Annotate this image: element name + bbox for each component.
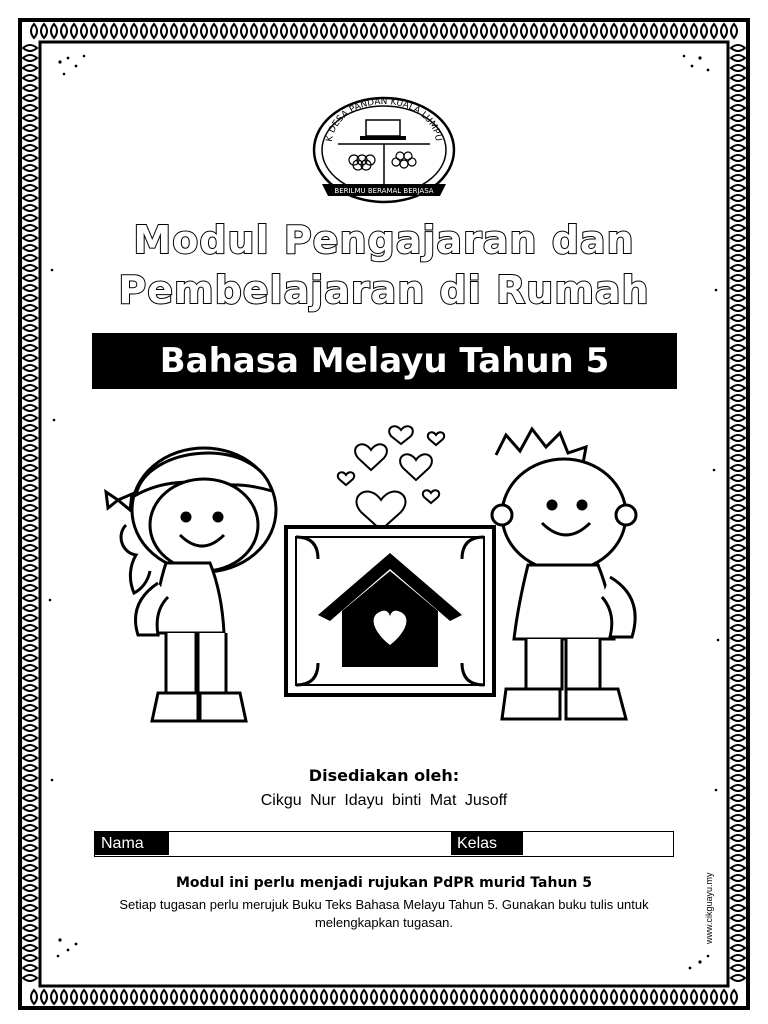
house-icon	[286, 527, 494, 695]
teacher-name: Cikgu Nur Idayu binti Mat Jusoff	[260, 792, 508, 809]
subject-title: Bahasa Melayu Tahun 5	[159, 341, 610, 381]
boy-figure	[492, 429, 636, 719]
girl-figure	[106, 448, 276, 721]
logo-school-text: K DESA PANDAN KUALA LUMPU	[325, 96, 443, 143]
module-note-title: Modul ini perlu menjadi rujukan PdPR murid Tahun 5	[176, 875, 592, 891]
module-note-text: Setiap tugasan perlu merujuk Buku Teks Bahasa Melayu Tahun 5. Gunakan buku tulis untuk melengkapkan tugasan.	[119, 897, 649, 930]
title-line-2: Pembelajaran di Rumah	[118, 268, 650, 312]
site-watermark: www.cikguayu.my	[704, 872, 714, 944]
children-illustration	[96, 405, 672, 750]
logo-motto: BERILMU BERAMAL BERJASA	[334, 187, 434, 195]
name-field-label: Nama	[95, 832, 169, 855]
subject-banner	[92, 333, 677, 389]
prepared-by-label: Disediakan oleh:	[308, 766, 460, 785]
school-logo	[308, 92, 460, 216]
student-info-row	[94, 831, 674, 857]
class-field-label: Kelas	[451, 832, 523, 855]
heart-icon	[338, 426, 444, 530]
title-line-1: Modul Pengajaran dan	[133, 218, 635, 262]
